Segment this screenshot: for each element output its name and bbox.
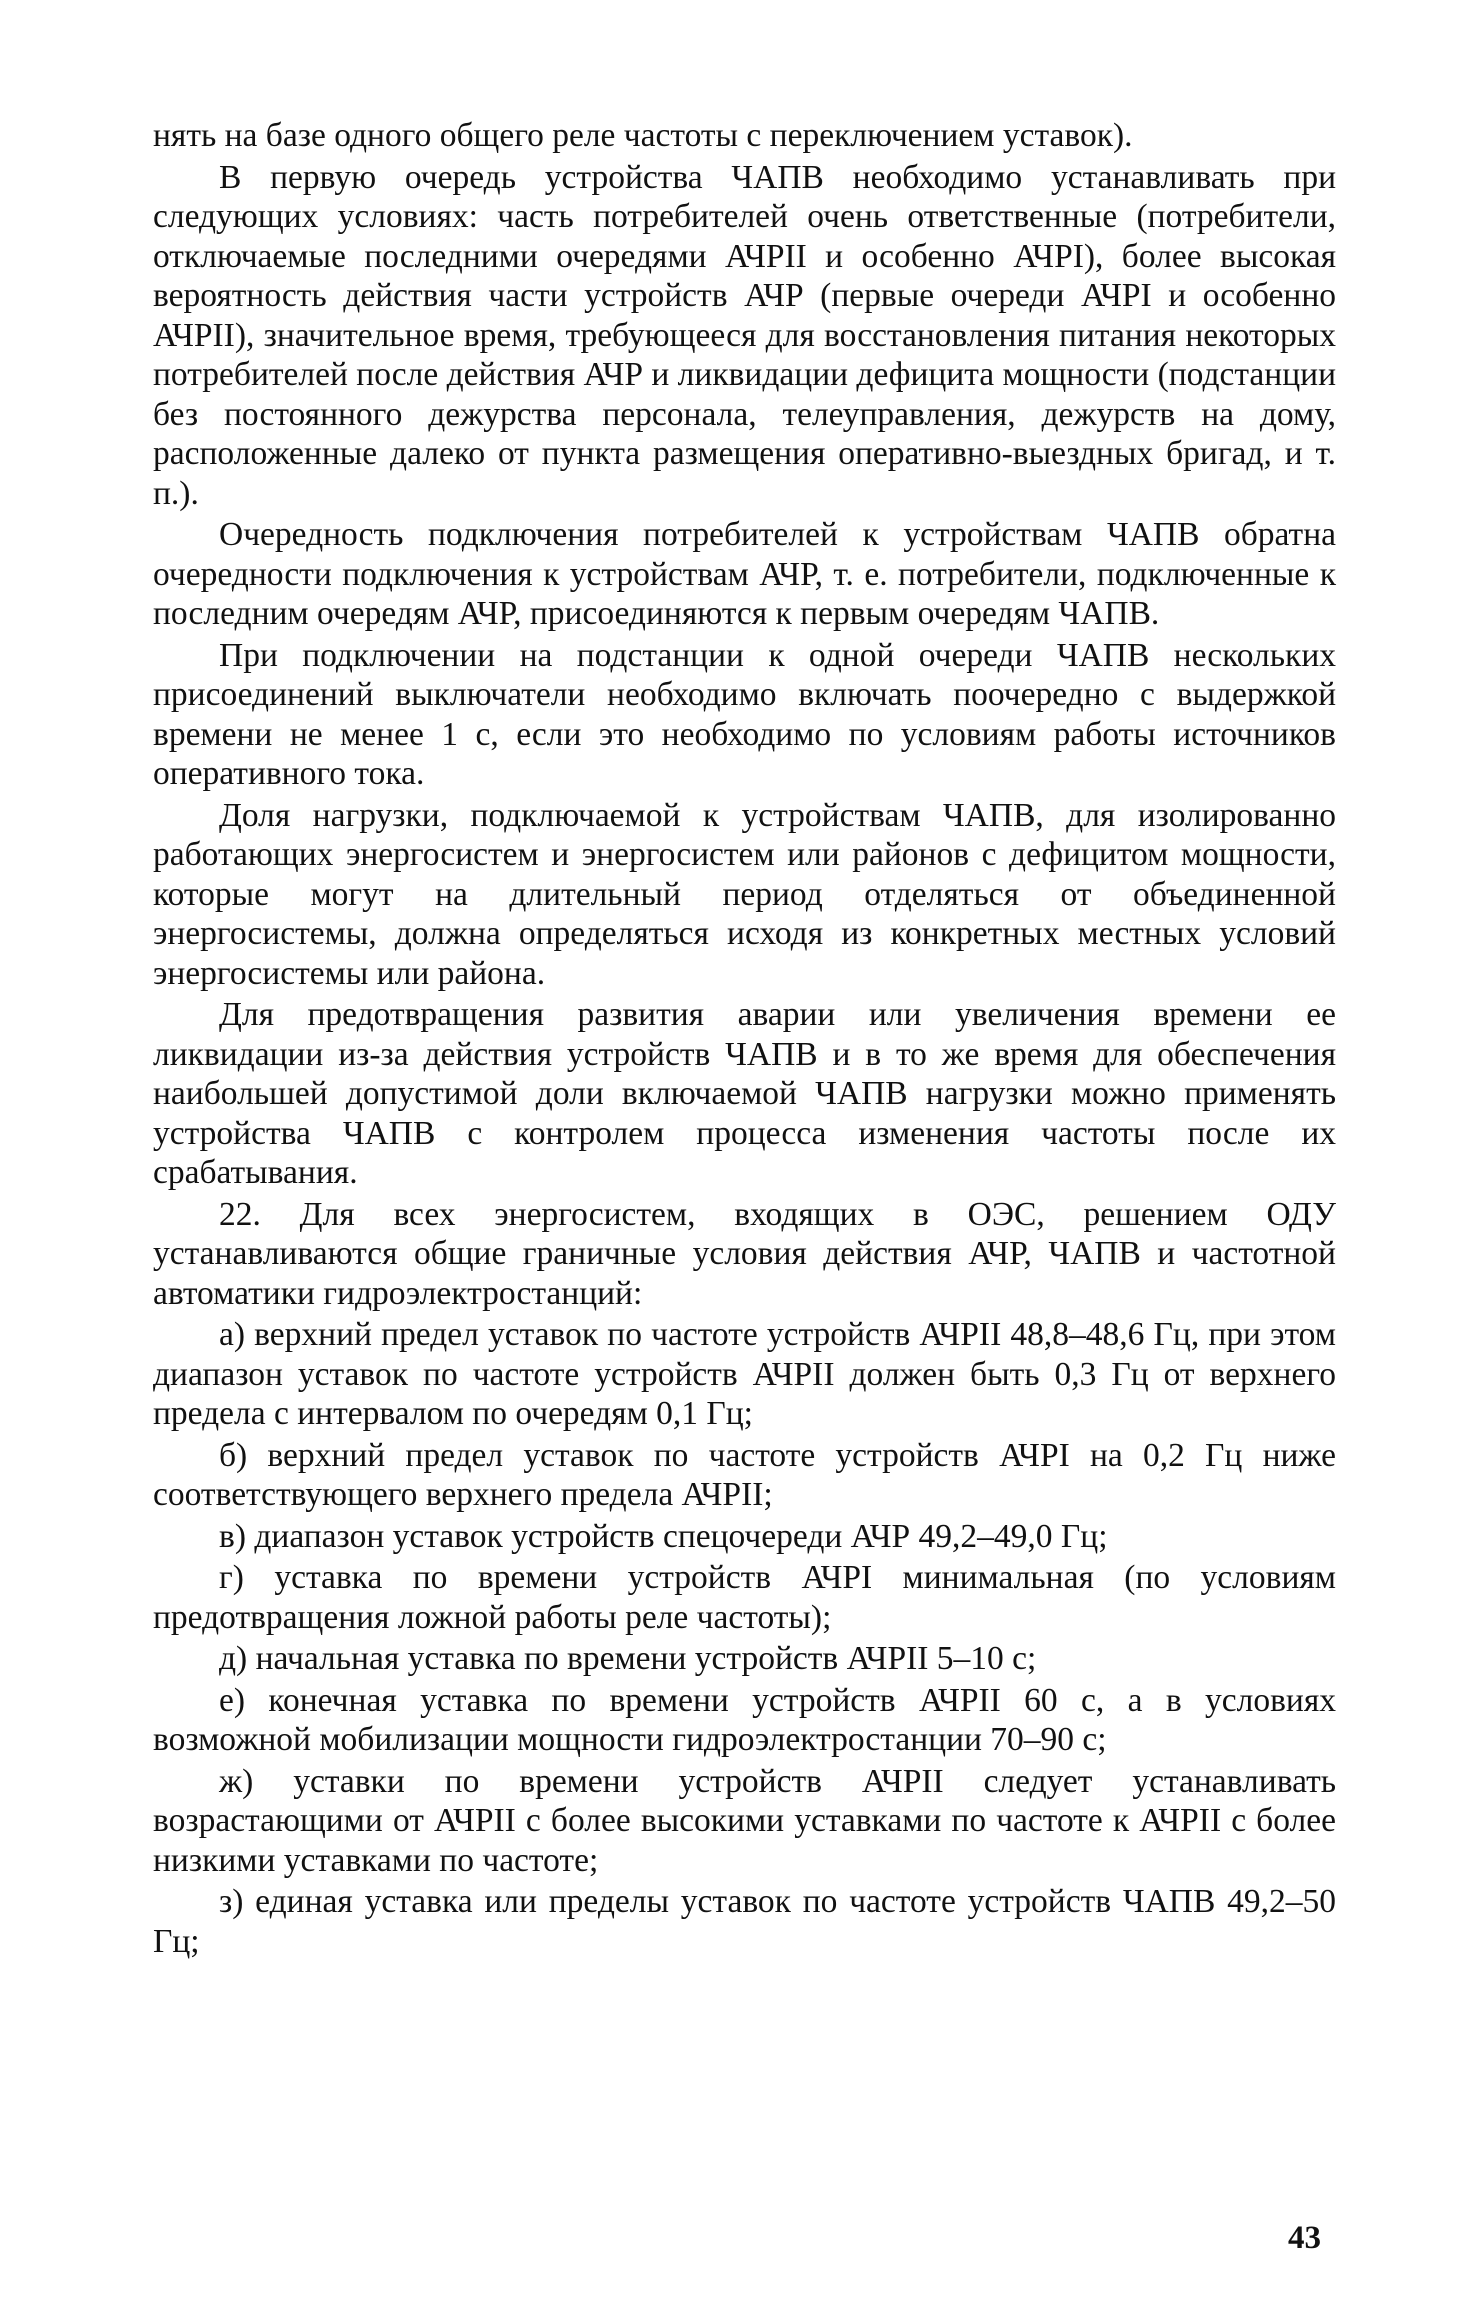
paragraph-section-22: 22. Для всех энергосистем, входящих в ОЭС, решением ОДУ устанавливаются общие граничные условия действия АЧР, ЧАПВ и частотной автоматики гидроэлектростанций: bbox=[153, 1195, 1336, 1312]
paragraph-frequency-control: Для предотвращения развития аварии или увеличения времени ее ликвидации из-за действия устройств ЧАПВ и в то же время для обеспечения наибольшей допустимой доли включаемой ЧАПВ нагрузки можно применять устройства ЧАПВ с контролем процесса изменения частоты после их срабатывания. bbox=[153, 996, 1336, 1191]
paragraph-load-share: Доля нагрузки, подключаемой к устройствам ЧАПВ, для изолированно работающих энергосистем и энергосистем или районов с дефицитом мощности, которые могут на длительный период отделяться от объединенной энергосистемы, должна определяться исходя из конкретных местных условий энергосистемы или района. bbox=[153, 796, 1336, 992]
paragraph-sequential-switching: При подключении на подстанции к одной очереди ЧАПВ нескольких присоединений выключатели необходимо включать поочередно с выдержкой времени не менее 1 с, если это необходимо по условиям работы источников оперативного тока. bbox=[153, 636, 1336, 792]
list-item-d: д) начальная уставка по времени устройств АЧРII 5–10 с; bbox=[219, 1640, 1037, 1677]
paragraph-chapv-conditions: В первую очередь устройства ЧАПВ необходимо устанавливать при следующих условиях: часть потребителей очень ответственные (потребители, отключаемые последними очередями АЧРII и особенно АЧРI), более высокая вероятность действия части устройств АЧР (первые очереди АЧРI и особенно АЧРII), значительное время, требующееся для восстановления питания некоторых потребителей после действия АЧР и ликвидации дефицита мощности (подстанции без постоянного дежурства персонала, телеуправления, дежурств на дому, расположенные далеко от пункта размещения оперативно-выездных бригад, и т. п.). bbox=[153, 158, 1337, 512]
document-page bbox=[153, 116, 1336, 1963]
paragraph-connection-order: Очередность подключения потребителей к устройствам ЧАПВ обратна очередности подключения к устройствам АЧР, т. е. потребители, подключенные к последним очередям АЧР, присоединяются к первым очередям ЧАПВ. bbox=[153, 516, 1336, 632]
list-item-b: б) верхний предел уставок по частоте устройств АЧРI на 0,2 Гц ниже соответствующего верхнего предела АЧРII; bbox=[153, 1436, 1336, 1513]
list-item-z: з) единая уставка или пределы уставок по частоте устройств ЧАПВ 49,2–50 Гц; bbox=[153, 1883, 1336, 1960]
list-item-zh: ж) уставки по времени устройств АЧРII следует устанавливать возрастающими от АЧРII с более высокими уставками по частоте к АЧРII с более низкими уставками по частоте; bbox=[153, 1762, 1336, 1879]
page-number: 43 bbox=[1288, 2220, 1321, 2256]
list-item-a: а) верхний предел уставок по частоте устройств АЧРII 48,8–48,6 Гц, при этом диапазон уставок по частоте устройств АЧРII должен быть 0,3 Гц от верхнего предела с интервалом по очередям 0,1 Гц; bbox=[153, 1316, 1336, 1432]
paragraph-continuation: нять на базе одного общего реле частоты с переключением уставок). bbox=[153, 117, 1133, 154]
list-item-v: в) диапазон уставок устройств спецочереди АЧР 49,2–49,0 Гц; bbox=[219, 1517, 1108, 1555]
list-item-g: г) уставка по времени устройств АЧРI минимальная (по условиям предотвращения ложной работы реле частоты); bbox=[153, 1559, 1336, 1636]
list-item-e: е) конечная уставка по времени устройств АЧРII 60 с, а в условиях возможной мобилизации мощности гидроэлектростанции 70–90 с; bbox=[153, 1681, 1336, 1758]
